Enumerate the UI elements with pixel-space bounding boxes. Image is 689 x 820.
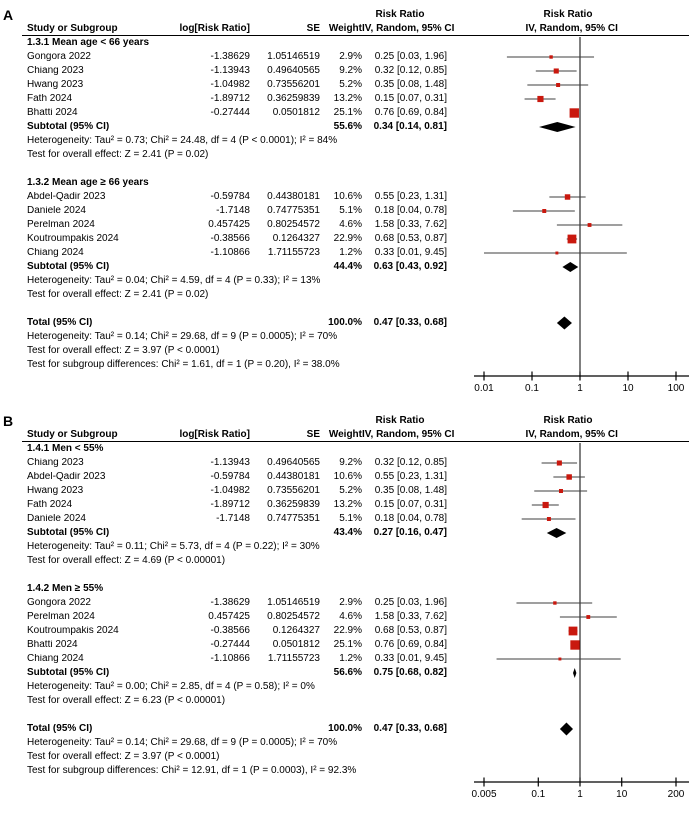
- ci-text: 0.33 [0.01, 9.45]: [374, 653, 447, 664]
- log-risk-ratio-value: -1.7148: [216, 205, 250, 216]
- section-title-row: [0, 582, 689, 596]
- axis-tick-label: 10: [616, 789, 628, 800]
- overall-effect-text-row: [0, 694, 689, 708]
- column-header-study: Study or Subgroup: [27, 24, 118, 34]
- ci-text: 0.25 [0.03, 1.96]: [374, 597, 447, 608]
- section-title: 1.3.2 Mean age ≥ 66 years: [27, 177, 149, 188]
- log-risk-ratio-value: -1.89712: [210, 93, 250, 104]
- study-name: Chiang 2024: [27, 248, 84, 258]
- study-name: Gongora 2022: [27, 52, 91, 62]
- weight-value: 1.2%: [339, 653, 362, 664]
- study-name: Chiang 2024: [27, 654, 84, 664]
- section-title-row: [0, 176, 689, 190]
- study-row: [0, 106, 689, 120]
- log-risk-ratio-value: -0.27444: [210, 639, 250, 650]
- study-name: Koutroumpakis 2024: [27, 626, 119, 636]
- total-row: [0, 316, 689, 330]
- panel-rows: [0, 442, 689, 806]
- ci-text: 0.76 [0.69, 0.84]: [374, 107, 447, 118]
- study-name: Daniele 2024: [27, 514, 86, 524]
- subgroup-differences-text: Test for subgroup differences: Chi² = 12.91, df = 1 (P = 0.0003), I² = 92.3%: [27, 765, 357, 776]
- se-value: 0.80254572: [267, 219, 320, 230]
- column-header-weight: Weight: [328, 429, 362, 440]
- study-name: Abdel-Qadir 2023: [27, 472, 106, 482]
- overall-effect-text-row: [0, 344, 689, 358]
- column-header-row: [0, 22, 689, 36]
- study-row: [0, 246, 689, 260]
- spacer-row: [0, 302, 689, 316]
- overall-effect-text: Test for overall effect: Z = 4.69 (P < 0.00001): [27, 555, 226, 566]
- axis-tick-label: 1: [577, 383, 583, 394]
- axis-tick-label: 0.01: [474, 383, 494, 394]
- subtotal-row: [0, 260, 689, 274]
- ci-text: 0.32 [0.12, 0.85]: [374, 457, 447, 468]
- study-row: [0, 190, 689, 204]
- ci-text: 0.34 [0.14, 0.81]: [373, 121, 447, 132]
- weight-value: 22.9%: [333, 625, 362, 636]
- study-row: [0, 512, 689, 526]
- panel-rows: [0, 36, 689, 400]
- ci-text: 0.76 [0.69, 0.84]: [374, 639, 447, 650]
- study-row: [0, 624, 689, 638]
- study-name: Koutroumpakis 2024: [27, 234, 119, 244]
- heterogeneity-text: Heterogeneity: Tau² = 0.14; Chi² = 29.68, df = 9 (P = 0.0005); I² = 70%: [27, 331, 338, 342]
- study-name: Hwang 2023: [27, 80, 84, 90]
- ci-text: 0.25 [0.03, 1.96]: [374, 51, 447, 62]
- axis-tick-label: 10: [622, 383, 634, 394]
- ci-text: 1.58 [0.33, 7.62]: [374, 219, 447, 230]
- log-risk-ratio-value: -0.59784: [210, 471, 250, 482]
- weight-value: 56.6%: [333, 667, 362, 678]
- weight-value: 9.2%: [339, 65, 362, 76]
- subtotal-label: Subtotal (95% CI): [27, 528, 110, 538]
- axis-tick-label: 0.1: [531, 789, 546, 800]
- log-risk-ratio-value: -1.89712: [210, 499, 250, 510]
- study-name: Perelman 2024: [27, 220, 95, 230]
- risk-ratio-header-plot-column: Risk Ratio: [543, 9, 593, 20]
- se-value: 0.36259839: [267, 499, 320, 510]
- se-value: 1.05146519: [267, 51, 320, 62]
- weight-value: 22.9%: [333, 233, 362, 244]
- overall-effect-text: Test for overall effect: Z = 2.41 (P = 0.02): [27, 149, 209, 160]
- heterogeneity-text-row: [0, 134, 689, 148]
- column-header-log-risk-ratio: log[Risk Ratio]: [179, 23, 250, 34]
- study-row: [0, 64, 689, 78]
- weight-value: 1.2%: [339, 247, 362, 258]
- section-title-row: [0, 442, 689, 456]
- column-header-ci-text: IV, Random, 95% CI: [362, 429, 455, 440]
- column-header-se: SE: [306, 23, 320, 34]
- total-row: [0, 722, 689, 736]
- heterogeneity-text-row: [0, 736, 689, 750]
- log-risk-ratio-value: -1.10866: [210, 653, 250, 664]
- study-name: Bhatti 2024: [27, 640, 78, 650]
- se-value: 0.36259839: [267, 93, 320, 104]
- se-value: 0.80254572: [267, 611, 320, 622]
- study-row: [0, 204, 689, 218]
- ci-text: 1.58 [0.33, 7.62]: [374, 611, 447, 622]
- log-risk-ratio-value: -0.59784: [210, 191, 250, 202]
- axis-tick-label: 100: [667, 383, 685, 394]
- subgroup-differences-text-row: [0, 358, 689, 372]
- study-row: [0, 50, 689, 64]
- weight-value: 5.1%: [339, 205, 362, 216]
- panel-label-a: A: [3, 7, 14, 23]
- heterogeneity-text: Heterogeneity: Tau² = 0.00; Chi² = 2.85, df = 4 (P = 0.58); I² = 0%: [27, 681, 315, 692]
- ci-text: 0.55 [0.23, 1.31]: [374, 471, 447, 482]
- ci-text: 0.55 [0.23, 1.31]: [374, 191, 447, 202]
- study-name: Chiang 2023: [27, 66, 84, 76]
- weight-value: 5.2%: [339, 485, 362, 496]
- log-risk-ratio-value: -0.38566: [210, 233, 250, 244]
- se-value: 0.44380181: [267, 191, 320, 202]
- weight-value: 25.1%: [333, 107, 362, 118]
- subtotal-label: Subtotal (95% CI): [27, 262, 110, 272]
- study-row: [0, 638, 689, 652]
- se-value: 1.71155723: [267, 653, 320, 664]
- effect-measure-header-row: [0, 415, 689, 428]
- overall-effect-text: Test for overall effect: Z = 3.97 (P < 0.0001): [27, 751, 220, 762]
- spacer-row: [0, 708, 689, 722]
- weight-value: 4.6%: [339, 611, 362, 622]
- se-value: 0.73556201: [267, 485, 320, 496]
- weight-value: 10.6%: [333, 471, 362, 482]
- weight-value: 4.6%: [339, 219, 362, 230]
- heterogeneity-text: Heterogeneity: Tau² = 0.04; Chi² = 4.59, df = 4 (P = 0.33); I² = 13%: [27, 275, 321, 286]
- se-value: 0.1264327: [272, 233, 320, 244]
- study-name: Bhatti 2024: [27, 108, 78, 118]
- subtotal-label: Subtotal (95% CI): [27, 668, 110, 678]
- panel-b-forest-plot: [0, 410, 689, 806]
- column-header-log-risk-ratio: log[Risk Ratio]: [179, 429, 250, 440]
- study-row: [0, 218, 689, 232]
- weight-value: 13.2%: [333, 499, 362, 510]
- study-name: Perelman 2024: [27, 612, 95, 622]
- log-risk-ratio-value: 0.457425: [208, 611, 250, 622]
- overall-effect-text: Test for overall effect: Z = 2.41 (P = 0.02): [27, 289, 209, 300]
- overall-effect-text: Test for overall effect: Z = 3.97 (P < 0.0001): [27, 345, 220, 356]
- subgroup-differences-text: Test for subgroup differences: Chi² = 1.61, df = 1 (P = 0.20), I² = 38.0%: [27, 359, 340, 370]
- column-header-ci-plot: IV, Random, 95% CI: [525, 429, 618, 440]
- overall-effect-text: Test for overall effect: Z = 6.23 (P < 0.00001): [27, 695, 226, 706]
- heterogeneity-text-row: [0, 540, 689, 554]
- se-value: 0.73556201: [267, 79, 320, 90]
- se-value: 0.0501812: [272, 639, 320, 650]
- study-row: [0, 652, 689, 666]
- study-row: [0, 92, 689, 106]
- se-value: 0.49640565: [267, 65, 320, 76]
- log-risk-ratio-value: -1.13943: [210, 65, 250, 76]
- overall-effect-text-row: [0, 750, 689, 764]
- total-label: Total (95% CI): [27, 724, 93, 734]
- overall-effect-text-row: [0, 554, 689, 568]
- ci-text: 0.15 [0.07, 0.31]: [374, 93, 447, 104]
- log-risk-ratio-value: 0.457425: [208, 219, 250, 230]
- se-value: 0.1264327: [272, 625, 320, 636]
- se-value: 0.74775351: [267, 513, 320, 524]
- column-header-ci-plot: IV, Random, 95% CI: [525, 23, 618, 34]
- study-name: Fath 2024: [27, 500, 73, 510]
- heterogeneity-text: Heterogeneity: Tau² = 0.14; Chi² = 29.68, df = 9 (P = 0.0005); I² = 70%: [27, 737, 338, 748]
- se-value: 0.74775351: [267, 205, 320, 216]
- se-value: 1.71155723: [267, 247, 320, 258]
- ci-text: 0.47 [0.33, 0.68]: [373, 723, 447, 734]
- subtotal-row: [0, 666, 689, 680]
- study-row: [0, 78, 689, 92]
- log-risk-ratio-value: -1.04982: [210, 485, 250, 496]
- weight-value: 5.2%: [339, 79, 362, 90]
- ci-text: 0.27 [0.16, 0.47]: [373, 527, 447, 538]
- log-risk-ratio-value: -0.38566: [210, 625, 250, 636]
- panel-label-b: B: [3, 413, 14, 429]
- column-header-row: [0, 428, 689, 442]
- ci-text: 0.35 [0.08, 1.48]: [374, 79, 447, 90]
- axis-area: [0, 372, 689, 400]
- weight-value: 10.6%: [333, 191, 362, 202]
- section-title-row: [0, 36, 689, 50]
- axis-tick-label: 1: [577, 789, 583, 800]
- study-name: Chiang 2023: [27, 458, 84, 468]
- study-row: [0, 456, 689, 470]
- risk-ratio-header-text-column: Risk Ratio: [375, 9, 425, 20]
- risk-ratio-header-text-column: Risk Ratio: [375, 415, 425, 426]
- weight-value: 100.0%: [328, 317, 362, 328]
- log-risk-ratio-value: -1.13943: [210, 457, 250, 468]
- log-risk-ratio-value: -1.38629: [210, 597, 250, 608]
- heterogeneity-text-row: [0, 680, 689, 694]
- section-title: 1.4.1 Men < 55%: [27, 443, 104, 454]
- ci-text: 0.75 [0.68, 0.82]: [373, 667, 447, 678]
- subtotal-label: Subtotal (95% CI): [27, 122, 110, 132]
- weight-value: 9.2%: [339, 457, 362, 468]
- subgroup-differences-text-row: [0, 764, 689, 778]
- spacer-row: [0, 568, 689, 582]
- ci-text: 0.68 [0.53, 0.87]: [374, 625, 447, 636]
- ci-text: 0.32 [0.12, 0.85]: [374, 65, 447, 76]
- se-value: 0.0501812: [272, 107, 320, 118]
- axis-tick-label: 0.005: [471, 789, 497, 800]
- ci-text: 0.68 [0.53, 0.87]: [374, 233, 447, 244]
- axis-area: [0, 778, 689, 806]
- column-header-se: SE: [306, 429, 320, 440]
- effect-measure-header-row: [0, 9, 689, 22]
- study-row: [0, 470, 689, 484]
- heterogeneity-text: Heterogeneity: Tau² = 0.11; Chi² = 5.73, df = 4 (P = 0.22); I² = 30%: [27, 541, 320, 552]
- overall-effect-text-row: [0, 288, 689, 302]
- study-row: [0, 610, 689, 624]
- study-name: Gongora 2022: [27, 598, 91, 608]
- weight-value: 43.4%: [333, 527, 362, 538]
- weight-value: 13.2%: [333, 93, 362, 104]
- log-risk-ratio-value: -0.27444: [210, 107, 250, 118]
- ci-text: 0.35 [0.08, 1.48]: [374, 485, 447, 496]
- weight-value: 2.9%: [339, 51, 362, 62]
- study-name: Abdel-Qadir 2023: [27, 192, 106, 202]
- ci-text: 0.18 [0.04, 0.78]: [374, 205, 447, 216]
- heterogeneity-text-row: [0, 274, 689, 288]
- study-row: [0, 484, 689, 498]
- weight-value: 25.1%: [333, 639, 362, 650]
- se-value: 1.05146519: [267, 597, 320, 608]
- axis-tick-label: 200: [667, 789, 685, 800]
- total-label: Total (95% CI): [27, 318, 93, 328]
- weight-value: 44.4%: [333, 261, 362, 272]
- risk-ratio-header-plot-column: Risk Ratio: [543, 415, 593, 426]
- axis-tick-label: 0.1: [525, 383, 539, 394]
- ci-text: 0.63 [0.43, 0.92]: [373, 261, 447, 272]
- column-header-ci-text: IV, Random, 95% CI: [362, 23, 455, 34]
- panel-a-forest-plot: [0, 4, 689, 400]
- overall-effect-text-row: [0, 148, 689, 162]
- section-title: 1.4.2 Men ≥ 55%: [27, 583, 104, 594]
- weight-value: 5.1%: [339, 513, 362, 524]
- weight-value: 100.0%: [328, 723, 362, 734]
- study-name: Daniele 2024: [27, 206, 86, 216]
- weight-value: 2.9%: [339, 597, 362, 608]
- study-name: Hwang 2023: [27, 486, 84, 496]
- ci-text: 0.15 [0.07, 0.31]: [374, 499, 447, 510]
- study-name: Fath 2024: [27, 94, 73, 104]
- se-value: 0.49640565: [267, 457, 320, 468]
- study-row: [0, 596, 689, 610]
- weight-value: 55.6%: [333, 121, 362, 132]
- log-risk-ratio-value: -1.04982: [210, 79, 250, 90]
- log-risk-ratio-value: -1.7148: [216, 513, 250, 524]
- log-risk-ratio-value: -1.10866: [210, 247, 250, 258]
- study-row: [0, 498, 689, 512]
- subtotal-row: [0, 120, 689, 134]
- ci-text: 0.47 [0.33, 0.68]: [373, 317, 447, 328]
- column-header-study: Study or Subgroup: [27, 430, 118, 440]
- ci-text: 0.33 [0.01, 9.45]: [374, 247, 447, 258]
- subtotal-row: [0, 526, 689, 540]
- section-title: 1.3.1 Mean age < 66 years: [27, 37, 150, 48]
- column-header-weight: Weight: [328, 23, 362, 34]
- study-row: [0, 232, 689, 246]
- log-risk-ratio-value: -1.38629: [210, 51, 250, 62]
- heterogeneity-text: Heterogeneity: Tau² = 0.73; Chi² = 24.48, df = 4 (P < 0.0001); I² = 84%: [27, 135, 338, 146]
- se-value: 0.44380181: [267, 471, 320, 482]
- heterogeneity-text-row: [0, 330, 689, 344]
- spacer-row: [0, 162, 689, 176]
- ci-text: 0.18 [0.04, 0.78]: [374, 513, 447, 524]
